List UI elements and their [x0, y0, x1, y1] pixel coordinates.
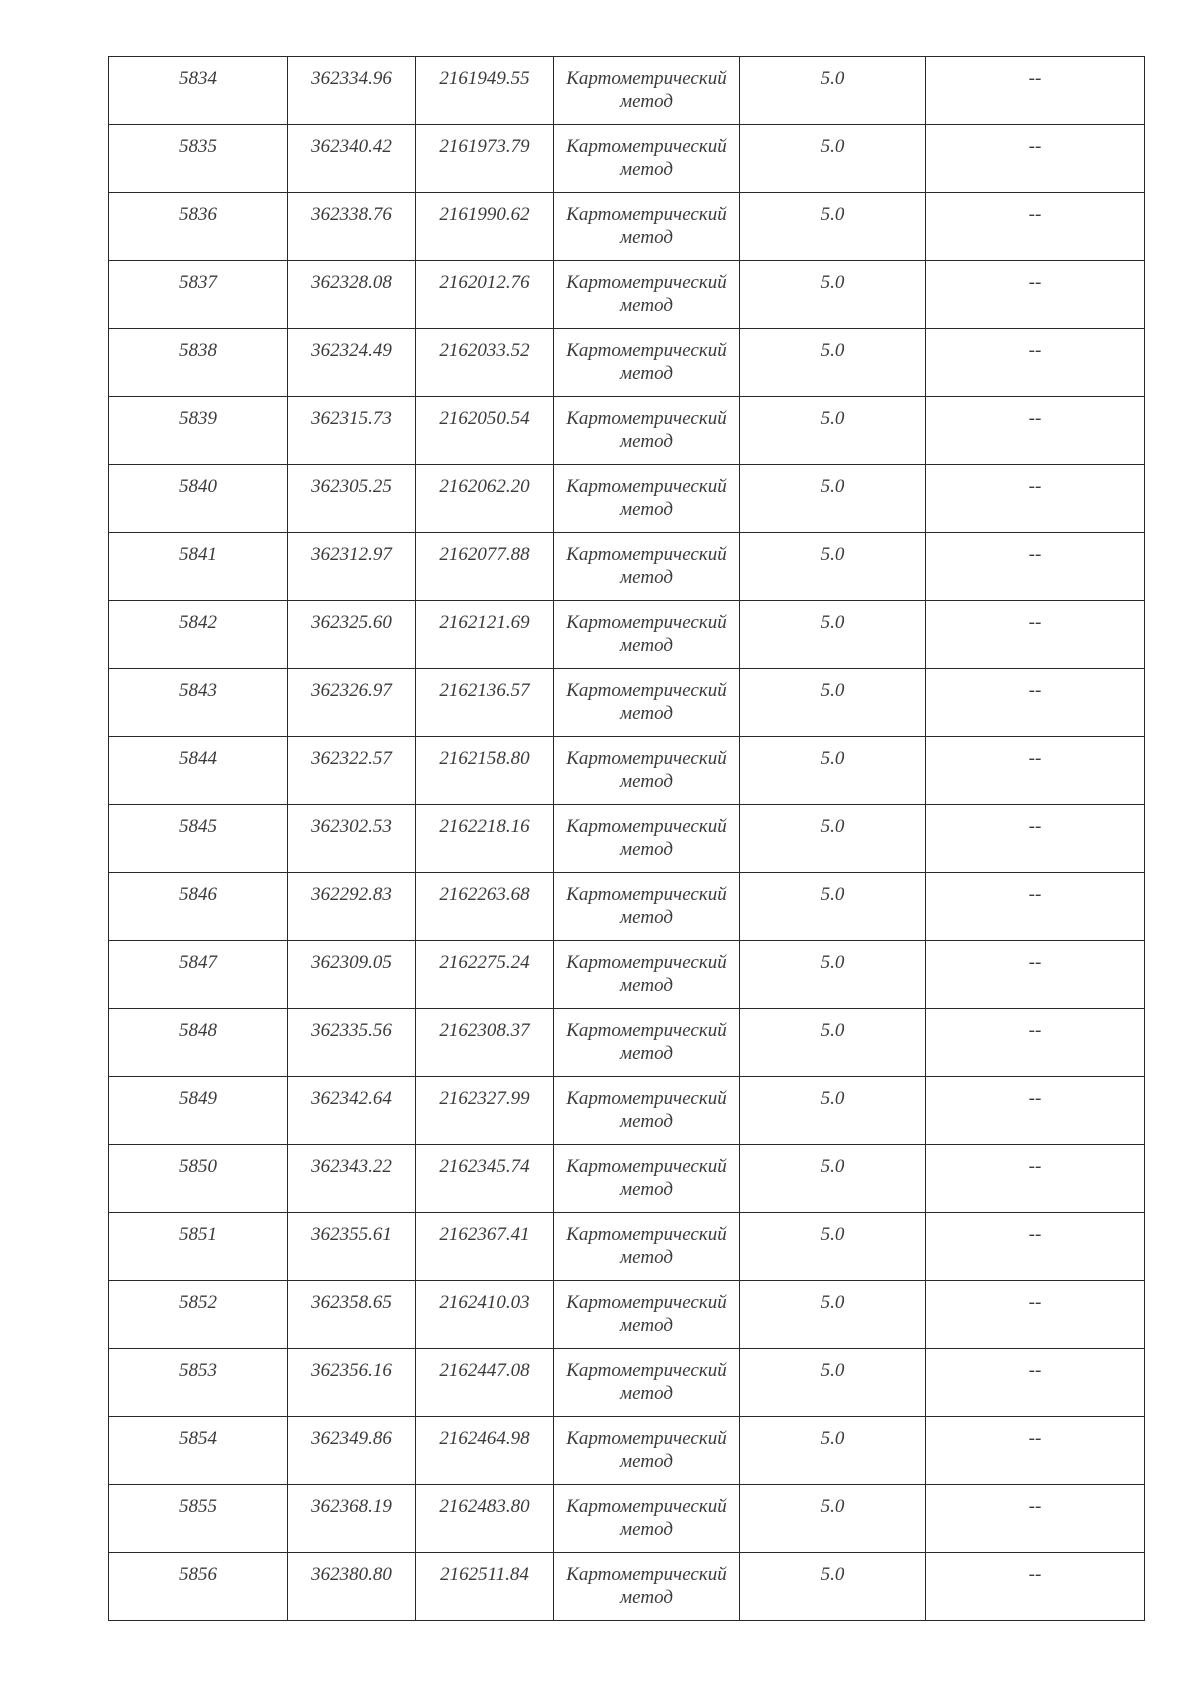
method-text: Картометрический метод	[566, 1156, 727, 1200]
accuracy-cell: 5.0	[740, 1349, 926, 1417]
note-cell: --	[926, 1281, 1145, 1349]
x-coordinate-cell: 362335.56	[288, 1009, 416, 1077]
point-number-cell: 5847	[109, 941, 288, 1009]
method-text: Картометрический метод	[566, 1564, 727, 1608]
x-coordinate-cell: 362326.97	[288, 669, 416, 737]
method-cell	[554, 669, 740, 737]
method-text: Картометрический метод	[566, 612, 727, 656]
point-number-cell: 5843	[109, 669, 288, 737]
method-cell	[554, 1553, 740, 1621]
method-text: Картометрический метод	[566, 884, 727, 928]
note-cell: --	[926, 57, 1145, 125]
table-row	[109, 1145, 1145, 1213]
note-cell: --	[926, 1009, 1145, 1077]
note-cell: --	[926, 805, 1145, 873]
method-cell	[554, 329, 740, 397]
table-row	[109, 533, 1145, 601]
accuracy-cell: 5.0	[740, 465, 926, 533]
method-text: Картометрический метод	[566, 340, 727, 384]
accuracy-cell: 5.0	[740, 533, 926, 601]
method-cell	[554, 1349, 740, 1417]
note-cell: --	[926, 669, 1145, 737]
table-row	[109, 873, 1145, 941]
point-number-cell: 5846	[109, 873, 288, 941]
document-page	[108, 56, 1144, 1621]
table-row	[109, 1485, 1145, 1553]
point-number-cell: 5838	[109, 329, 288, 397]
x-coordinate-cell: 362328.08	[288, 261, 416, 329]
note-cell: --	[926, 873, 1145, 941]
note-cell: --	[926, 1213, 1145, 1281]
method-cell	[554, 261, 740, 329]
accuracy-cell: 5.0	[740, 805, 926, 873]
method-cell	[554, 1145, 740, 1213]
method-cell	[554, 125, 740, 193]
x-coordinate-cell: 362343.22	[288, 1145, 416, 1213]
accuracy-cell: 5.0	[740, 57, 926, 125]
x-coordinate-cell: 362292.83	[288, 873, 416, 941]
method-text: Картометрический метод	[566, 680, 727, 724]
method-cell	[554, 601, 740, 669]
y-coordinate-cell: 2162367.41	[416, 1213, 554, 1281]
point-number-cell: 5854	[109, 1417, 288, 1485]
table-row	[109, 1417, 1145, 1485]
x-coordinate-cell: 362315.73	[288, 397, 416, 465]
note-cell: --	[926, 261, 1145, 329]
y-coordinate-cell: 2162447.08	[416, 1349, 554, 1417]
y-coordinate-cell: 2162136.57	[416, 669, 554, 737]
accuracy-cell: 5.0	[740, 1145, 926, 1213]
y-coordinate-cell: 2162308.37	[416, 1009, 554, 1077]
y-coordinate-cell: 2162012.76	[416, 261, 554, 329]
accuracy-cell: 5.0	[740, 941, 926, 1009]
coordinates-table	[108, 56, 1145, 1621]
method-cell	[554, 465, 740, 533]
table-row	[109, 669, 1145, 737]
accuracy-cell: 5.0	[740, 601, 926, 669]
note-cell: --	[926, 601, 1145, 669]
method-cell	[554, 873, 740, 941]
note-cell: --	[926, 737, 1145, 805]
accuracy-cell: 5.0	[740, 397, 926, 465]
point-number-cell: 5841	[109, 533, 288, 601]
accuracy-cell: 5.0	[740, 125, 926, 193]
point-number-cell: 5853	[109, 1349, 288, 1417]
coordinates-table-body	[109, 57, 1145, 1621]
y-coordinate-cell: 2162062.20	[416, 465, 554, 533]
note-cell: --	[926, 329, 1145, 397]
point-number-cell: 5848	[109, 1009, 288, 1077]
point-number-cell: 5849	[109, 1077, 288, 1145]
x-coordinate-cell: 362358.65	[288, 1281, 416, 1349]
method-text: Картометрический метод	[566, 816, 727, 860]
method-cell	[554, 1281, 740, 1349]
method-cell	[554, 805, 740, 873]
method-text: Картометрический метод	[566, 1088, 727, 1132]
point-number-cell: 5839	[109, 397, 288, 465]
note-cell: --	[926, 1145, 1145, 1213]
method-text: Картометрический метод	[566, 1360, 727, 1404]
x-coordinate-cell: 362340.42	[288, 125, 416, 193]
x-coordinate-cell: 362305.25	[288, 465, 416, 533]
method-cell	[554, 1485, 740, 1553]
x-coordinate-cell: 362334.96	[288, 57, 416, 125]
point-number-cell: 5845	[109, 805, 288, 873]
method-text: Картометрический метод	[566, 1292, 727, 1336]
accuracy-cell: 5.0	[740, 1009, 926, 1077]
note-cell: --	[926, 1349, 1145, 1417]
table-row	[109, 397, 1145, 465]
x-coordinate-cell: 362309.05	[288, 941, 416, 1009]
method-cell	[554, 397, 740, 465]
x-coordinate-cell: 362349.86	[288, 1417, 416, 1485]
y-coordinate-cell: 2161949.55	[416, 57, 554, 125]
accuracy-cell: 5.0	[740, 873, 926, 941]
method-cell	[554, 1417, 740, 1485]
y-coordinate-cell: 2162511.84	[416, 1553, 554, 1621]
note-cell: --	[926, 1485, 1145, 1553]
table-row	[109, 57, 1145, 125]
note-cell: --	[926, 1077, 1145, 1145]
accuracy-cell: 5.0	[740, 1485, 926, 1553]
point-number-cell: 5851	[109, 1213, 288, 1281]
x-coordinate-cell: 362356.16	[288, 1349, 416, 1417]
accuracy-cell: 5.0	[740, 1213, 926, 1281]
y-coordinate-cell: 2162121.69	[416, 601, 554, 669]
y-coordinate-cell: 2162050.54	[416, 397, 554, 465]
method-cell	[554, 57, 740, 125]
y-coordinate-cell: 2162483.80	[416, 1485, 554, 1553]
table-row	[109, 465, 1145, 533]
table-row	[109, 261, 1145, 329]
accuracy-cell: 5.0	[740, 329, 926, 397]
method-text: Картометрический метод	[566, 952, 727, 996]
table-row	[109, 329, 1145, 397]
x-coordinate-cell: 362322.57	[288, 737, 416, 805]
y-coordinate-cell: 2161990.62	[416, 193, 554, 261]
table-row	[109, 1553, 1145, 1621]
method-text: Картометрический метод	[566, 136, 727, 180]
point-number-cell: 5834	[109, 57, 288, 125]
accuracy-cell: 5.0	[740, 669, 926, 737]
accuracy-cell: 5.0	[740, 737, 926, 805]
point-number-cell: 5842	[109, 601, 288, 669]
method-text: Картометрический метод	[566, 1224, 727, 1268]
x-coordinate-cell: 362342.64	[288, 1077, 416, 1145]
table-row	[109, 941, 1145, 1009]
table-row	[109, 1009, 1145, 1077]
accuracy-cell: 5.0	[740, 1281, 926, 1349]
table-row	[109, 805, 1145, 873]
method-text: Картометрический метод	[566, 1496, 727, 1540]
point-number-cell: 5840	[109, 465, 288, 533]
y-coordinate-cell: 2161973.79	[416, 125, 554, 193]
note-cell: --	[926, 193, 1145, 261]
accuracy-cell: 5.0	[740, 1077, 926, 1145]
x-coordinate-cell: 362355.61	[288, 1213, 416, 1281]
method-text: Картометрический метод	[566, 68, 727, 112]
table-row	[109, 1349, 1145, 1417]
table-row	[109, 125, 1145, 193]
y-coordinate-cell: 2162327.99	[416, 1077, 554, 1145]
x-coordinate-cell: 362325.60	[288, 601, 416, 669]
table-row	[109, 601, 1145, 669]
method-text: Картометрический метод	[566, 1020, 727, 1064]
y-coordinate-cell: 2162464.98	[416, 1417, 554, 1485]
point-number-cell: 5835	[109, 125, 288, 193]
note-cell: --	[926, 125, 1145, 193]
table-row	[109, 1213, 1145, 1281]
table-row	[109, 1077, 1145, 1145]
method-cell	[554, 1077, 740, 1145]
point-number-cell: 5837	[109, 261, 288, 329]
method-cell	[554, 193, 740, 261]
point-number-cell: 5836	[109, 193, 288, 261]
x-coordinate-cell: 362338.76	[288, 193, 416, 261]
point-number-cell: 5856	[109, 1553, 288, 1621]
point-number-cell: 5850	[109, 1145, 288, 1213]
y-coordinate-cell: 2162218.16	[416, 805, 554, 873]
method-text: Картометрический метод	[566, 748, 727, 792]
point-number-cell: 5852	[109, 1281, 288, 1349]
method-cell	[554, 533, 740, 601]
accuracy-cell: 5.0	[740, 1553, 926, 1621]
method-text: Картометрический метод	[566, 544, 727, 588]
y-coordinate-cell: 2162158.80	[416, 737, 554, 805]
note-cell: --	[926, 1553, 1145, 1621]
method-text: Картометрический метод	[566, 408, 727, 452]
note-cell: --	[926, 465, 1145, 533]
note-cell: --	[926, 941, 1145, 1009]
method-text: Картометрический метод	[566, 204, 727, 248]
table-row	[109, 737, 1145, 805]
method-cell	[554, 1213, 740, 1281]
y-coordinate-cell: 2162077.88	[416, 533, 554, 601]
y-coordinate-cell: 2162345.74	[416, 1145, 554, 1213]
method-cell	[554, 737, 740, 805]
x-coordinate-cell: 362312.97	[288, 533, 416, 601]
accuracy-cell: 5.0	[740, 1417, 926, 1485]
note-cell: --	[926, 1417, 1145, 1485]
method-text: Картометрический метод	[566, 1428, 727, 1472]
accuracy-cell: 5.0	[740, 261, 926, 329]
table-row	[109, 193, 1145, 261]
note-cell: --	[926, 397, 1145, 465]
method-text: Картометрический метод	[566, 272, 727, 316]
method-text: Картометрический метод	[566, 476, 727, 520]
x-coordinate-cell: 362380.80	[288, 1553, 416, 1621]
table-row	[109, 1281, 1145, 1349]
y-coordinate-cell: 2162263.68	[416, 873, 554, 941]
x-coordinate-cell: 362368.19	[288, 1485, 416, 1553]
x-coordinate-cell: 362324.49	[288, 329, 416, 397]
x-coordinate-cell: 362302.53	[288, 805, 416, 873]
point-number-cell: 5844	[109, 737, 288, 805]
method-cell	[554, 1009, 740, 1077]
y-coordinate-cell: 2162410.03	[416, 1281, 554, 1349]
accuracy-cell: 5.0	[740, 193, 926, 261]
y-coordinate-cell: 2162275.24	[416, 941, 554, 1009]
note-cell: --	[926, 533, 1145, 601]
y-coordinate-cell: 2162033.52	[416, 329, 554, 397]
method-cell	[554, 941, 740, 1009]
point-number-cell: 5855	[109, 1485, 288, 1553]
